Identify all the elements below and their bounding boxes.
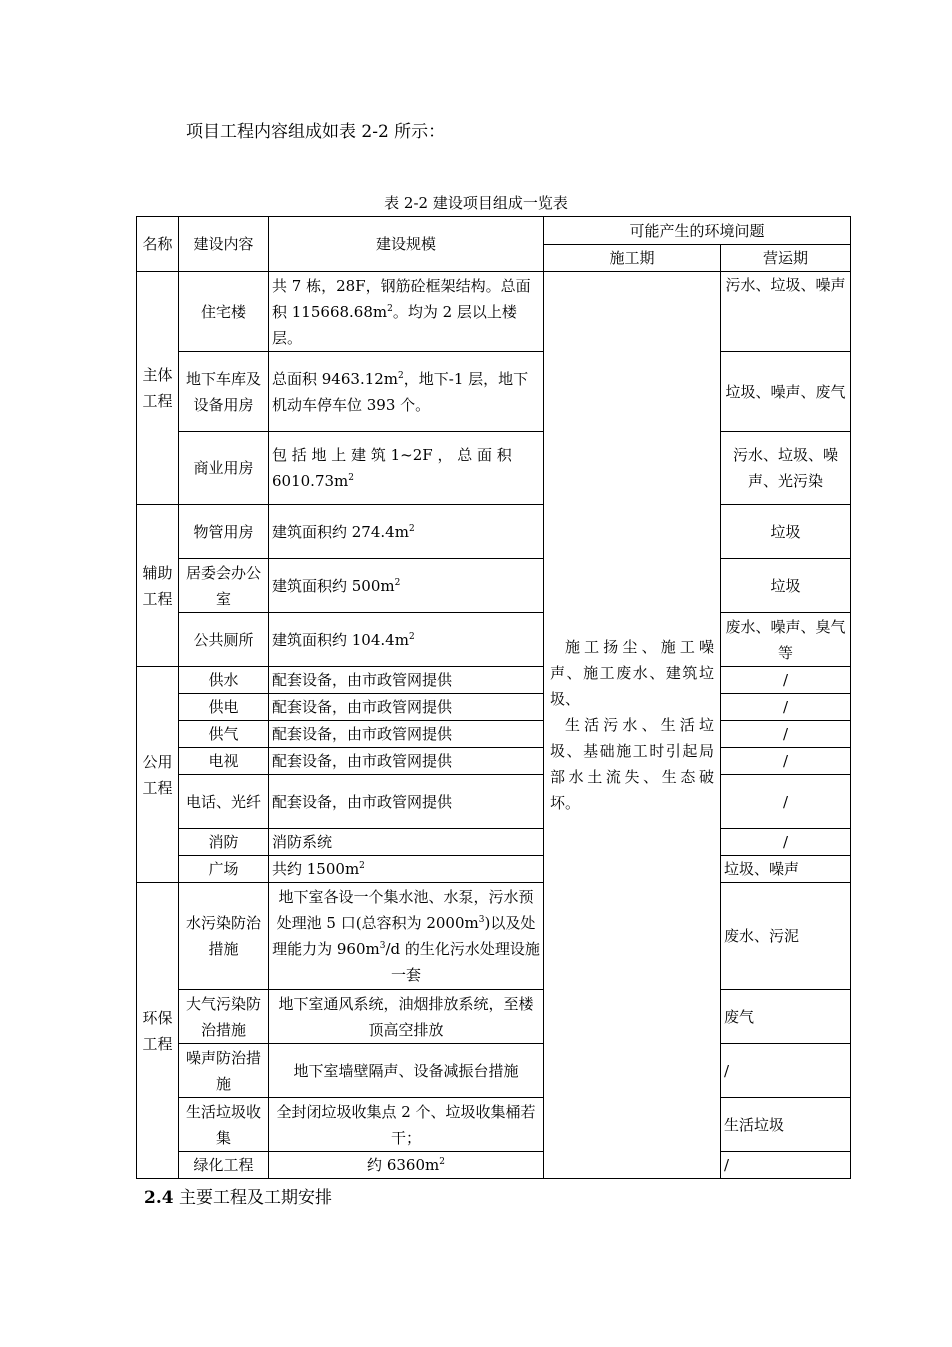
row-content: 供电 xyxy=(179,694,269,721)
section-title: 主要工程及工期安排 xyxy=(173,1188,332,1208)
row-scale: 约 $6360m^2$ xyxy=(269,1152,544,1179)
row-scale: 地下室通风系统，油烟排放系统，至楼顶高空排放 xyxy=(269,990,544,1044)
row-scale: 配套设备，由市政管网提供 xyxy=(269,694,544,721)
row-content: 电话、光纤 xyxy=(179,775,269,829)
row-operation: 废水、噪声、臭气等 xyxy=(721,613,851,667)
row-operation: 废气 xyxy=(721,990,851,1044)
row-operation: / xyxy=(721,721,851,748)
row-content: 供气 xyxy=(179,721,269,748)
row-content: 供水 xyxy=(179,667,269,694)
section-heading xyxy=(144,1183,332,1208)
row-scale: 消防系统 xyxy=(269,829,544,856)
row-scale: 建筑面积约 $274.4m^2$ xyxy=(269,505,544,559)
row-content: 电视 xyxy=(179,748,269,775)
row-operation: / xyxy=(721,1152,851,1179)
row-content: 地下车库及设备用房 xyxy=(179,352,269,432)
row-content: 住宅楼 xyxy=(179,272,269,352)
header-operation: 营运期 xyxy=(721,245,851,272)
row-content: 物管用房 xyxy=(179,505,269,559)
row-scale: 配套设备，由市政管网提供 xyxy=(269,748,544,775)
row-operation: 垃圾 xyxy=(721,505,851,559)
row-operation: / xyxy=(721,775,851,829)
row-content: 广场 xyxy=(179,856,269,883)
header-content: 建设内容 xyxy=(179,217,269,272)
table-caption: 表 2-2 建设项目组成一览表 xyxy=(384,194,568,212)
row-content: 消防 xyxy=(179,829,269,856)
row-content: 生活垃圾收集 xyxy=(179,1098,269,1152)
header-scale: 建设规模 xyxy=(269,217,544,272)
header-name: 名称 xyxy=(137,217,179,272)
row-scale: 总面积 $9463.12m^2$，地下-1 层，地下机动车停车位 393 个。 xyxy=(269,352,544,432)
row-operation: / xyxy=(721,1044,851,1098)
row-operation: / xyxy=(721,667,851,694)
row-operation: 废水、污泥 xyxy=(721,883,851,990)
row-operation: 垃圾、噪声 xyxy=(721,856,851,883)
section-number: 2.4 xyxy=(144,1188,174,1208)
row-operation: / xyxy=(721,829,851,856)
row-scale: 地下室墙壁隔声、设备减振台措施 xyxy=(269,1044,544,1098)
row-scale: 全封闭垃圾收集点 2 个、垃圾收集桶若干； xyxy=(269,1098,544,1152)
group-main: 主体工程 xyxy=(137,272,179,505)
row-content: 公共厕所 xyxy=(179,613,269,667)
row-scale: 配套设备，由市政管网提供 xyxy=(269,667,544,694)
intro-text: 项目工程内容组成如表 2-2 所示： xyxy=(186,122,446,142)
row-content: 居委会办公室 xyxy=(179,559,269,613)
row-operation: / xyxy=(721,748,851,775)
row-scale: 建筑面积约 $500m^2$ xyxy=(269,559,544,613)
group-public: 公用工程 xyxy=(137,667,179,883)
row-scale: 地下室各设一个集水池、水泵，污水预处理池 5 口(总容积为 $2000m^3$)以及处理能力为 $960m^3/d$ 的生化污水处理设施一套 xyxy=(269,883,544,990)
row-operation: 生活垃圾 xyxy=(721,1098,851,1152)
row-content: 水污染防治措施 xyxy=(179,883,269,990)
project-composition-table xyxy=(136,216,851,1179)
group-envpro: 环保工程 xyxy=(137,883,179,1179)
row-scale: 共约 $1500m^2$ xyxy=(269,856,544,883)
row-content: 噪声防治措施 xyxy=(179,1044,269,1098)
group-aux: 辅助工程 xyxy=(137,505,179,667)
row-operation: 污水、垃圾、噪声、光污染 xyxy=(721,432,851,505)
row-scale: 建筑面积约 $104.4m^2$ xyxy=(269,613,544,667)
row-content: 绿化工程 xyxy=(179,1152,269,1179)
row-operation: 垃圾 xyxy=(721,559,851,613)
row-operation: 污水、垃圾、噪声 xyxy=(721,272,851,352)
row-operation: 垃圾、噪声、废气 xyxy=(721,352,851,432)
header-env: 可能产生的环境问题 xyxy=(544,217,851,245)
row-scale: 配套设备，由市政管网提供 xyxy=(269,721,544,748)
row-operation: / xyxy=(721,694,851,721)
row-content: 商业用房 xyxy=(179,432,269,505)
header-construction: 施工期 xyxy=(544,245,721,272)
row-scale: 共 7 栋，28F，钢筋砼框架结构。总面积 $115668.68m^2$。均为 2 层以上楼层。 xyxy=(269,272,544,352)
construction-issues: 施工扬尘、施工噪声、施工废水、建筑垃圾、 生活污水、生活垃圾、基础施工时引起局部水土流失、生态破坏。 xyxy=(544,272,721,1179)
row-scale: 配套设备，由市政管网提供 xyxy=(269,775,544,829)
row-content: 大气污染防治措施 xyxy=(179,990,269,1044)
row-scale: 包 括 地 上 建 筑 1~2F ， 总 面 积 $6010.73m^2$ xyxy=(269,432,544,505)
